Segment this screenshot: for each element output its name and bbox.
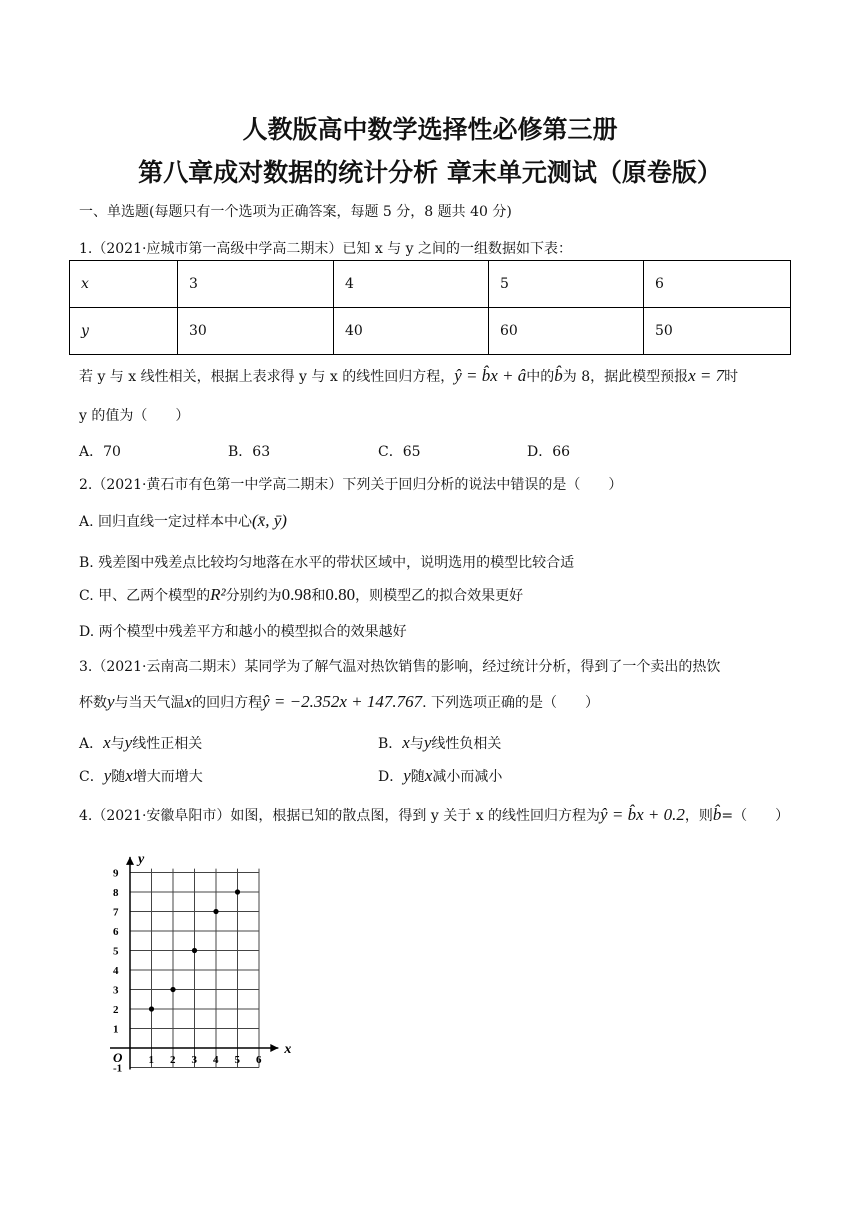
y-tick-label: 4 xyxy=(113,965,119,977)
y-tick-label: 8 xyxy=(113,887,119,899)
q3-text-a: 杯数 xyxy=(79,695,107,711)
q2-option-a[interactable] xyxy=(79,511,287,531)
y-tick-label: 1 xyxy=(113,1023,119,1036)
y-axis-arrow xyxy=(126,857,134,865)
q1-data-table xyxy=(69,260,791,355)
q3-option-b[interactable] xyxy=(378,733,501,753)
table-cell: 4 xyxy=(334,261,489,308)
q2-option-c-c: ，则模型乙的拟合效果更好 xyxy=(355,588,524,604)
option-math: x xyxy=(103,733,111,752)
plot-axes xyxy=(110,852,291,1069)
table-row xyxy=(70,261,791,308)
q2-option-b[interactable]: B. 残差图中残差点比较均匀地落在水平的带状区域中，说明选用的模型比较合适 xyxy=(79,555,575,571)
x-tick-label: 4 xyxy=(213,1054,219,1066)
q2-stem: 2.（2021·黄石市有色第一中学高二期末）下列关于回归分析的说法中错误的是（ ） xyxy=(79,477,623,493)
table-cell: x xyxy=(70,261,178,308)
q3-text-d: . 下列选项正确的是（ ） xyxy=(422,695,600,711)
plot-grid xyxy=(130,869,259,1068)
option-text: 与 xyxy=(110,736,125,752)
option-text: 线性正相关 xyxy=(132,736,203,752)
y-tick-label: -1 xyxy=(113,1062,123,1075)
option-prefix: D． xyxy=(378,769,404,785)
x-tick-label: 5 xyxy=(234,1054,240,1066)
x-symbol: x xyxy=(184,692,193,711)
y-tick-label: 3 xyxy=(113,984,119,997)
y-tick-label: 2 xyxy=(113,1004,119,1016)
q3-line2 xyxy=(79,692,599,712)
plot-ticks xyxy=(113,868,262,1075)
table-cell: 60 xyxy=(489,308,644,355)
x-value-equation: x = 7 xyxy=(688,366,725,385)
q1-text-2: y 的值为（ ） xyxy=(79,408,190,424)
section-heading: 一、单选题(每题只有一个选项为正确答案，每题 5 分，8 题共 40 分) xyxy=(79,204,512,220)
q1-option-c[interactable]: C．65 xyxy=(378,444,421,460)
q4-text-b: ，则 xyxy=(684,808,713,824)
option-math: y xyxy=(403,766,411,785)
q4-text-a: 4.（2021·安徽阜阳市）如图，根据已知的散点图，得到 y 关于 x 的线性回归方程为 xyxy=(79,808,601,824)
regression-equation: ŷ = b̂x + â xyxy=(454,366,527,385)
x-tick-label: 6 xyxy=(256,1054,262,1066)
q2-option-c-and: 和 xyxy=(311,588,326,604)
option-prefix: A． xyxy=(79,736,104,752)
q1-option-b[interactable]: B．63 xyxy=(228,444,271,460)
regression-equation: ŷ = b̂x + 0.2 xyxy=(600,805,685,824)
option-text: 减小而减小 xyxy=(432,769,503,785)
table-cell: 30 xyxy=(178,308,334,355)
b-hat-symbol: b̂ xyxy=(712,805,722,824)
y-axis-label: y xyxy=(138,852,145,867)
table-cell: 40 xyxy=(334,308,489,355)
table-cell: y xyxy=(70,308,178,355)
data-point xyxy=(235,889,240,894)
value-1: 0.98 xyxy=(281,585,312,604)
option-prefix: C． xyxy=(79,769,104,785)
x-tick-label: 2 xyxy=(170,1054,176,1066)
q2-option-c-a: C. 甲、乙两个模型的 xyxy=(79,588,211,604)
q3-option-d[interactable] xyxy=(378,766,502,786)
option-math: y xyxy=(124,733,133,752)
option-text: 与 xyxy=(409,736,424,752)
x-tick-label: 3 xyxy=(191,1054,197,1066)
x-axis-label: x xyxy=(284,1042,292,1057)
y-tick-label: 5 xyxy=(113,945,119,958)
data-point xyxy=(170,987,175,992)
q1-text xyxy=(79,366,738,386)
q1-option-a[interactable]: A．70 xyxy=(79,444,121,460)
q3-option-c[interactable] xyxy=(79,766,203,786)
q4-text-c: =（ ） xyxy=(721,808,790,824)
q1-text-b: 中的 xyxy=(526,369,555,385)
table-cell: 5 xyxy=(489,261,644,308)
y-tick-label: 6 xyxy=(113,926,119,938)
y-tick-label: 9 xyxy=(113,867,119,880)
q3-text-c: 的回归方程 xyxy=(192,695,263,711)
y-symbol: y xyxy=(107,692,115,711)
option-text: 随 xyxy=(111,769,126,785)
scatter-plot xyxy=(100,852,320,1082)
x-tick-label: 1 xyxy=(148,1054,154,1066)
q1-stem: 1.（2021·应城市第一高级中学高二期末）已知 x 与 y 之间的一组数据如下表： xyxy=(79,241,573,257)
option-math: y xyxy=(103,766,112,785)
q1-text-d: 时 xyxy=(724,369,739,385)
data-point xyxy=(149,1006,154,1011)
option-text: 随 xyxy=(410,769,425,785)
q1-option-d[interactable]: D．66 xyxy=(527,444,571,460)
q2-option-c[interactable] xyxy=(79,585,523,605)
option-math: x xyxy=(424,766,433,785)
table-row xyxy=(70,308,791,355)
option-math: y xyxy=(423,733,432,752)
table-cell: 6 xyxy=(644,261,791,308)
q4-stem xyxy=(79,805,789,825)
option-text: 线性负相关 xyxy=(431,736,502,752)
origin-label: O xyxy=(113,1050,123,1065)
data-point xyxy=(192,948,197,953)
data-point xyxy=(213,909,218,914)
regression-equation: ŷ = −2.352x + 147.767 xyxy=(262,692,423,711)
r-squared: R² xyxy=(210,585,226,604)
sample-center: (x̄, ȳ) xyxy=(252,511,287,530)
table-cell: 50 xyxy=(644,308,791,355)
x-axis-arrow xyxy=(270,1044,278,1052)
q2-option-d[interactable]: D. 两个模型中残差平方和越小的模型拟合的效果越好 xyxy=(79,624,407,640)
b-hat-symbol: b̂ xyxy=(554,366,563,385)
q3-text-b: 与当天气温 xyxy=(114,695,185,711)
option-text: 增大而增大 xyxy=(132,769,203,785)
table-cell: 3 xyxy=(178,261,334,308)
q1-text-c: 为 8，据此模型预报 xyxy=(562,369,689,385)
q3-stem: 3.（2021·云南高二期末）某同学为了解气温对热饮销售的影响，经过统计分析，得到了一个卖出的热饮 xyxy=(79,659,721,675)
q3-option-a[interactable] xyxy=(79,733,202,753)
option-math: x xyxy=(402,733,410,752)
value-2: 0.80 xyxy=(325,585,356,604)
option-prefix: B． xyxy=(378,736,403,752)
page-subtitle: 第八章成对数据的统计分析 章末单元测试（原卷版） xyxy=(138,158,722,187)
q2-option-a-text: A. 回归直线一定过样本中心 xyxy=(79,514,253,530)
q2-option-c-b: 分别约为 xyxy=(225,588,282,604)
option-math: x xyxy=(125,766,133,785)
q1-text-a: 若 y 与 x 线性相关，根据上表求得 y 与 x 的线性回归方程， xyxy=(79,369,455,385)
y-tick-label: 7 xyxy=(113,906,119,919)
page-title: 人教版高中数学选择性必修第三册 xyxy=(242,115,618,144)
